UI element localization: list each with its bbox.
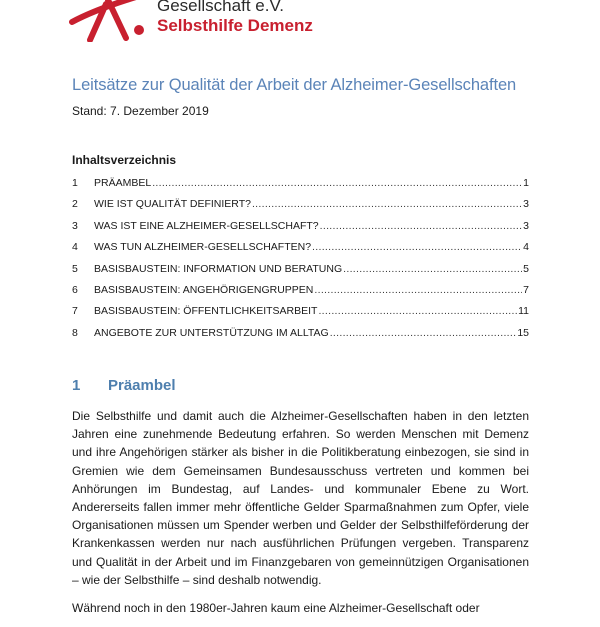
section-heading-praeambel (72, 377, 176, 394)
section-number: 1 (72, 377, 81, 394)
toc-entry-page: 7 (523, 283, 529, 296)
toc-heading: Inhaltsverzeichnis (72, 153, 177, 167)
body-paragraph: Die Selbsthilfe und damit auch die Alzheimer-Gesellschaften haben in den letzten Jahren eine zunehmende Bedeutung erfahren. So werden Menschen mit Demenz und ihre Angehörigen stärker als bisher in die Politikberatung einbezogen, sie sind in Gremien wie dem Gemeinsamen Bundesausschuss vertreten und kommen bei Anhörungen im Bundestag, auf Landes- und kommunaler Ebene zu Wort. Andererseits fallen immer mehr öffentliche Gelder Sparmaßnahmen zum Opfer, viele Organisationen müssen um Spender werben und Gelder der Selbsthilfeförderung der Krankenkassen werden nur nach ausführlichen Prüfungen vergeben. Transparenz und Qualität in der Arbeit und im Finanzgebaren von gemeinnützigen Organisationen – wie der Selbsthilfe – sind deshalb notwendig. (72, 409, 529, 587)
org-name-line: Gesellschaft e.V. (157, 0, 284, 15)
toc-entry-number: 2 (72, 198, 78, 211)
toc-entry-label: WIE IST QUALITÄT DEFINIERT? (94, 198, 251, 211)
toc-entry-angehoerigengruppen[interactable] (72, 284, 529, 305)
table-of-contents (72, 177, 529, 348)
alzheimer-gesellschaft-logo-icon (68, 0, 148, 42)
toc-entry-number: 3 (72, 219, 78, 232)
document-title: Leitsätze zur Qualität der Arbeit der Alzheimer-Gesellschaften (72, 76, 517, 94)
toc-entry-page: 15 (517, 326, 529, 339)
toc-entry-praeambel[interactable] (72, 177, 529, 198)
toc-entry-page: 5 (523, 262, 529, 275)
toc-dot-leader (152, 177, 522, 189)
toc-dot-leader (312, 241, 522, 253)
toc-entry-was-tun[interactable] (72, 241, 529, 262)
toc-entry-page: 4 (523, 241, 529, 254)
toc-entry-page: 3 (523, 219, 529, 232)
toc-entry-label: BASISBAUSTEIN: INFORMATION UND BERATUNG (94, 262, 343, 275)
toc-entry-number: 7 (72, 305, 78, 318)
toc-entry-alzheimer-gesellschaft[interactable] (72, 220, 529, 241)
toc-entry-unterstuetzung-alltag[interactable] (72, 327, 529, 348)
toc-entry-label: WAS TUN ALZHEIMER-GESELLSCHAFTEN? (94, 241, 312, 254)
toc-dot-leader (330, 327, 517, 339)
toc-entry-label: ANGEBOTE ZUR UNTERSTÜTZUNG IM ALLTAG (94, 326, 329, 339)
toc-entry-number: 8 (72, 326, 78, 339)
toc-dot-leader (314, 284, 522, 296)
toc-entry-label: BASISBAUSTEIN: ÖFFENTLICHKEITSARBEIT (94, 305, 318, 318)
toc-entry-number: 5 (72, 262, 78, 275)
toc-entry-number: 1 (72, 177, 78, 189)
toc-entry-label: WAS IST EINE ALZHEIMER-GESELLSCHAFT? (94, 219, 319, 232)
section-body (72, 407, 529, 627)
toc-entry-label: BASISBAUSTEIN: ANGEHÖRIGENGRUPPEN (94, 283, 314, 296)
organization-name (157, 0, 313, 36)
toc-dot-leader (320, 220, 523, 232)
toc-entry-page: 11 (518, 305, 529, 318)
toc-dot-leader (252, 198, 522, 210)
toc-dot-leader (343, 263, 522, 275)
toc-entry-label: PRÄAMBEL (94, 177, 152, 189)
toc-entry-number: 4 (72, 241, 78, 254)
section-title: Präambel (108, 377, 176, 394)
document-date: Stand: 7. Dezember 2019 (72, 104, 209, 118)
toc-entry-information-beratung[interactable] (72, 263, 529, 284)
toc-entry-oeffentlichkeitsarbeit[interactable] (72, 305, 529, 326)
toc-entry-number: 6 (72, 283, 78, 296)
toc-entry-page: 3 (523, 198, 529, 211)
org-tagline: Selbsthilfe Demenz (157, 16, 313, 35)
toc-entry-qualitaet[interactable] (72, 198, 529, 219)
toc-entry-page: 1 (523, 177, 529, 189)
body-paragraph: Während noch in den 1980er-Jahren kaum eine Alzheimer-Gesellschaft oder (72, 601, 480, 616)
toc-dot-leader (318, 305, 517, 317)
